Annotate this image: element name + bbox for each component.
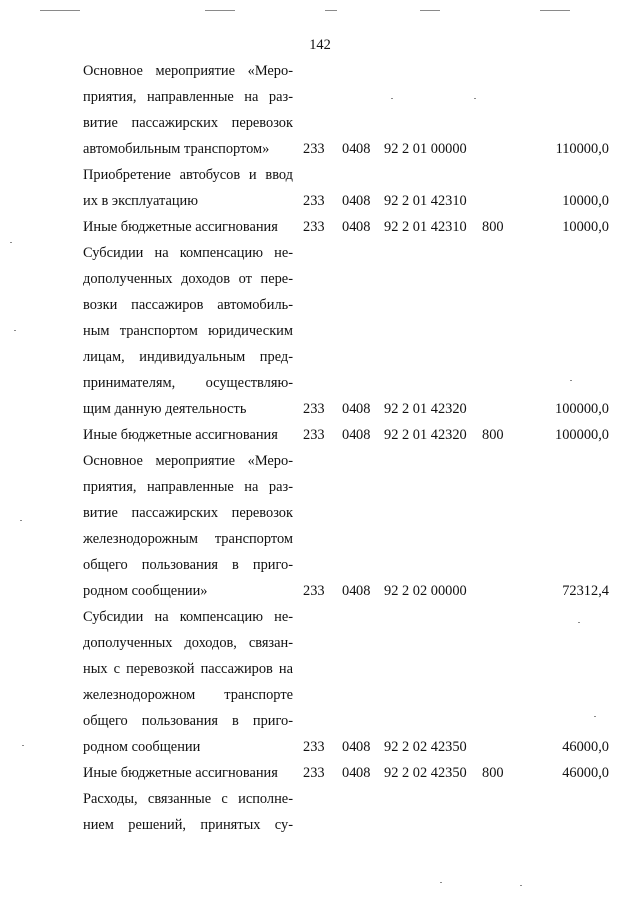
description-line: возки пассажиров автомобиль- [83, 297, 293, 313]
amount: 110000,0 [555, 141, 609, 157]
admin-code: 233 [303, 739, 325, 755]
description-line: Расходы, связанные с исполне- [83, 791, 293, 807]
subsection-code: 08 [356, 583, 371, 599]
section-code: 04 [342, 739, 357, 755]
table-row [0, 240, 640, 422]
admin-code: 233 [303, 219, 325, 235]
description-line: Иные бюджетные ассигнования [83, 219, 278, 235]
target-article-code: 92 2 01 42320 [384, 401, 467, 417]
description-line: автомобильным транспортом» [83, 141, 270, 157]
description-line: Приобретение автобусов и ввод [83, 167, 293, 183]
description-line: витие пассажирских перевозок [83, 505, 293, 521]
target-article-code: 92 2 02 42350 [384, 739, 467, 755]
description-line: общего пользования в приго- [83, 557, 293, 573]
expense-type-code: 800 [482, 427, 504, 443]
subsection-code: 08 [356, 427, 371, 443]
amount: 46000,0 [562, 765, 609, 781]
admin-code: 233 [303, 765, 325, 781]
expense-type-code: 800 [482, 765, 504, 781]
table-row [0, 162, 640, 214]
description-line: железнодорожным транспортом [83, 531, 293, 547]
section-code: 04 [342, 583, 357, 599]
amount: 46000,0 [562, 739, 609, 755]
target-article-code: 92 2 01 42320 [384, 427, 467, 443]
description-line: железнодорожном транспорте [83, 687, 293, 703]
description-line: Основное мероприятие «Меро- [83, 63, 293, 79]
section-code: 04 [342, 427, 357, 443]
description-line: Субсидии на компенсацию не- [83, 245, 293, 261]
admin-code: 233 [303, 141, 325, 157]
description-line: принимателям, осуществляю- [83, 375, 293, 391]
row-description [83, 240, 293, 422]
description-line: дополученных доходов, связан- [83, 635, 293, 651]
amount: 10000,0 [562, 193, 609, 209]
section-code: 04 [342, 193, 357, 209]
description-line: щим данную деятельность [83, 401, 247, 417]
admin-code: 233 [303, 401, 325, 417]
description-line: лицам, индивидуальным пред- [83, 349, 293, 365]
description-line: родном сообщении [83, 739, 201, 755]
target-article-code: 92 2 02 00000 [384, 583, 467, 599]
description-line: Основное мероприятие «Меро- [83, 453, 293, 469]
description-line: родном сообщении» [83, 583, 208, 599]
table-row [0, 214, 640, 240]
description-line: ным транспортом юридическим [83, 323, 293, 339]
expense-type-code: 800 [482, 219, 504, 235]
description-line: дополученных доходов от пере- [83, 271, 293, 287]
admin-code: 233 [303, 193, 325, 209]
section-code: 04 [342, 141, 357, 157]
target-article-code: 92 2 02 42350 [384, 765, 467, 781]
section-code: 04 [342, 401, 357, 417]
description-line: Иные бюджетные ассигнования [83, 427, 278, 443]
target-article-code: 92 2 01 42310 [384, 219, 467, 235]
description-line: приятия, направленные на раз- [83, 89, 293, 105]
description-line: Субсидии на компенсацию не- [83, 609, 293, 625]
amount: 72312,4 [562, 583, 609, 599]
target-article-code: 92 2 01 00000 [384, 141, 467, 157]
description-line: ных с перевозкой пассажиров на [83, 661, 293, 677]
description-line: их в эксплуатацию [83, 193, 198, 209]
subsection-code: 08 [356, 401, 371, 417]
page-number: 142 [309, 37, 331, 53]
table-row [0, 786, 640, 838]
budget-table [0, 58, 640, 838]
target-article-code: 92 2 01 42310 [384, 193, 467, 209]
table-row [0, 604, 640, 760]
description-line: приятия, направленные на раз- [83, 479, 293, 495]
section-code: 04 [342, 219, 357, 235]
description-line: нием решений, принятых су- [83, 817, 293, 833]
subsection-code: 08 [356, 219, 371, 235]
description-line: Иные бюджетные ассигнования [83, 765, 278, 781]
subsection-code: 08 [356, 739, 371, 755]
amount: 100000,0 [555, 401, 609, 417]
subsection-code: 08 [356, 193, 371, 209]
description-line: витие пассажирских перевозок [83, 115, 293, 131]
description-line: общего пользования в приго- [83, 713, 293, 729]
subsection-code: 08 [356, 765, 371, 781]
table-row [0, 760, 640, 786]
table-row [0, 422, 640, 448]
amount: 100000,0 [555, 427, 609, 443]
admin-code: 233 [303, 427, 325, 443]
table-row [0, 58, 640, 162]
table-row [0, 448, 640, 604]
section-code: 04 [342, 765, 357, 781]
admin-code: 233 [303, 583, 325, 599]
amount: 10000,0 [562, 219, 609, 235]
subsection-code: 08 [356, 141, 371, 157]
